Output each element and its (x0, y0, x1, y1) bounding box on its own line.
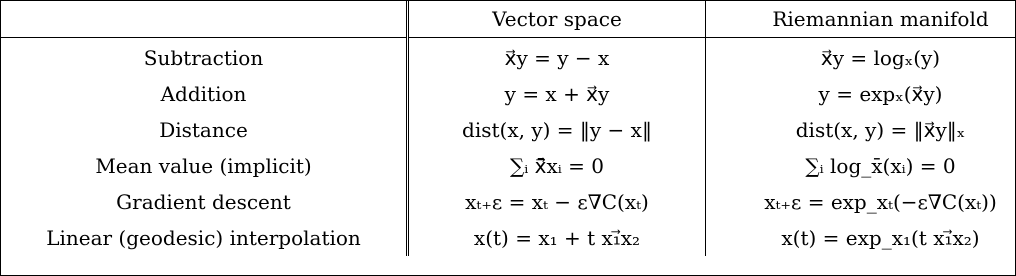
table-header-row (1, 1, 1016, 38)
row-addition-riemann: y = expₓ(x⃗y) (818, 82, 943, 106)
row-gradient-label: Gradient descent (1, 184, 408, 220)
table-row (1, 148, 1016, 184)
row-interpolation-label: Linear (geodesic) interpolation (1, 220, 408, 256)
row-mean-vector: ∑ᵢ x̄⃗xᵢ = 0 (408, 148, 706, 184)
header-operation (1, 1, 408, 38)
row-distance-label: Distance (1, 112, 408, 148)
table-row (1, 184, 1016, 220)
row-mean-riemann: ∑ᵢ log_x̄(xᵢ) = 0 (805, 154, 956, 178)
header-riemannian-manifold: Riemannian manifold (706, 1, 1016, 38)
row-distance-vector: dist(x, y) = ‖y − x‖ (408, 112, 706, 148)
table-row (1, 76, 1016, 112)
comparison-table (1, 1, 1016, 256)
table-row (1, 38, 1016, 77)
header-vector-space: Vector space (408, 1, 706, 38)
row-interpolation-riemann: x(t) = exp_x₁(t x₁⃗x₂) (781, 226, 980, 250)
row-mean-label: Mean value (implicit) (1, 148, 408, 184)
row-subtraction-label: Subtraction (1, 38, 408, 77)
row-subtraction-riemann: x⃗y = logₓ(y) (820, 46, 941, 70)
table-row (1, 112, 1016, 148)
row-interpolation-vector: x(t) = x₁ + t x₁⃗x₂ (408, 220, 706, 256)
row-addition-vector: y = x + x⃗y (408, 76, 706, 112)
row-addition-label: Addition (1, 76, 408, 112)
row-distance-riemann: dist(x, y) = ‖x⃗y‖ₓ (795, 118, 966, 142)
row-gradient-riemann: xₜ₊ε = exp_xₜ(−ε∇C(xₜ)) (764, 190, 997, 214)
row-subtraction-vector: x⃗y = y − x (408, 38, 706, 77)
table-row (1, 220, 1016, 256)
row-gradient-vector: xₜ₊ε = xₜ − ε∇C(xₜ) (408, 184, 706, 220)
